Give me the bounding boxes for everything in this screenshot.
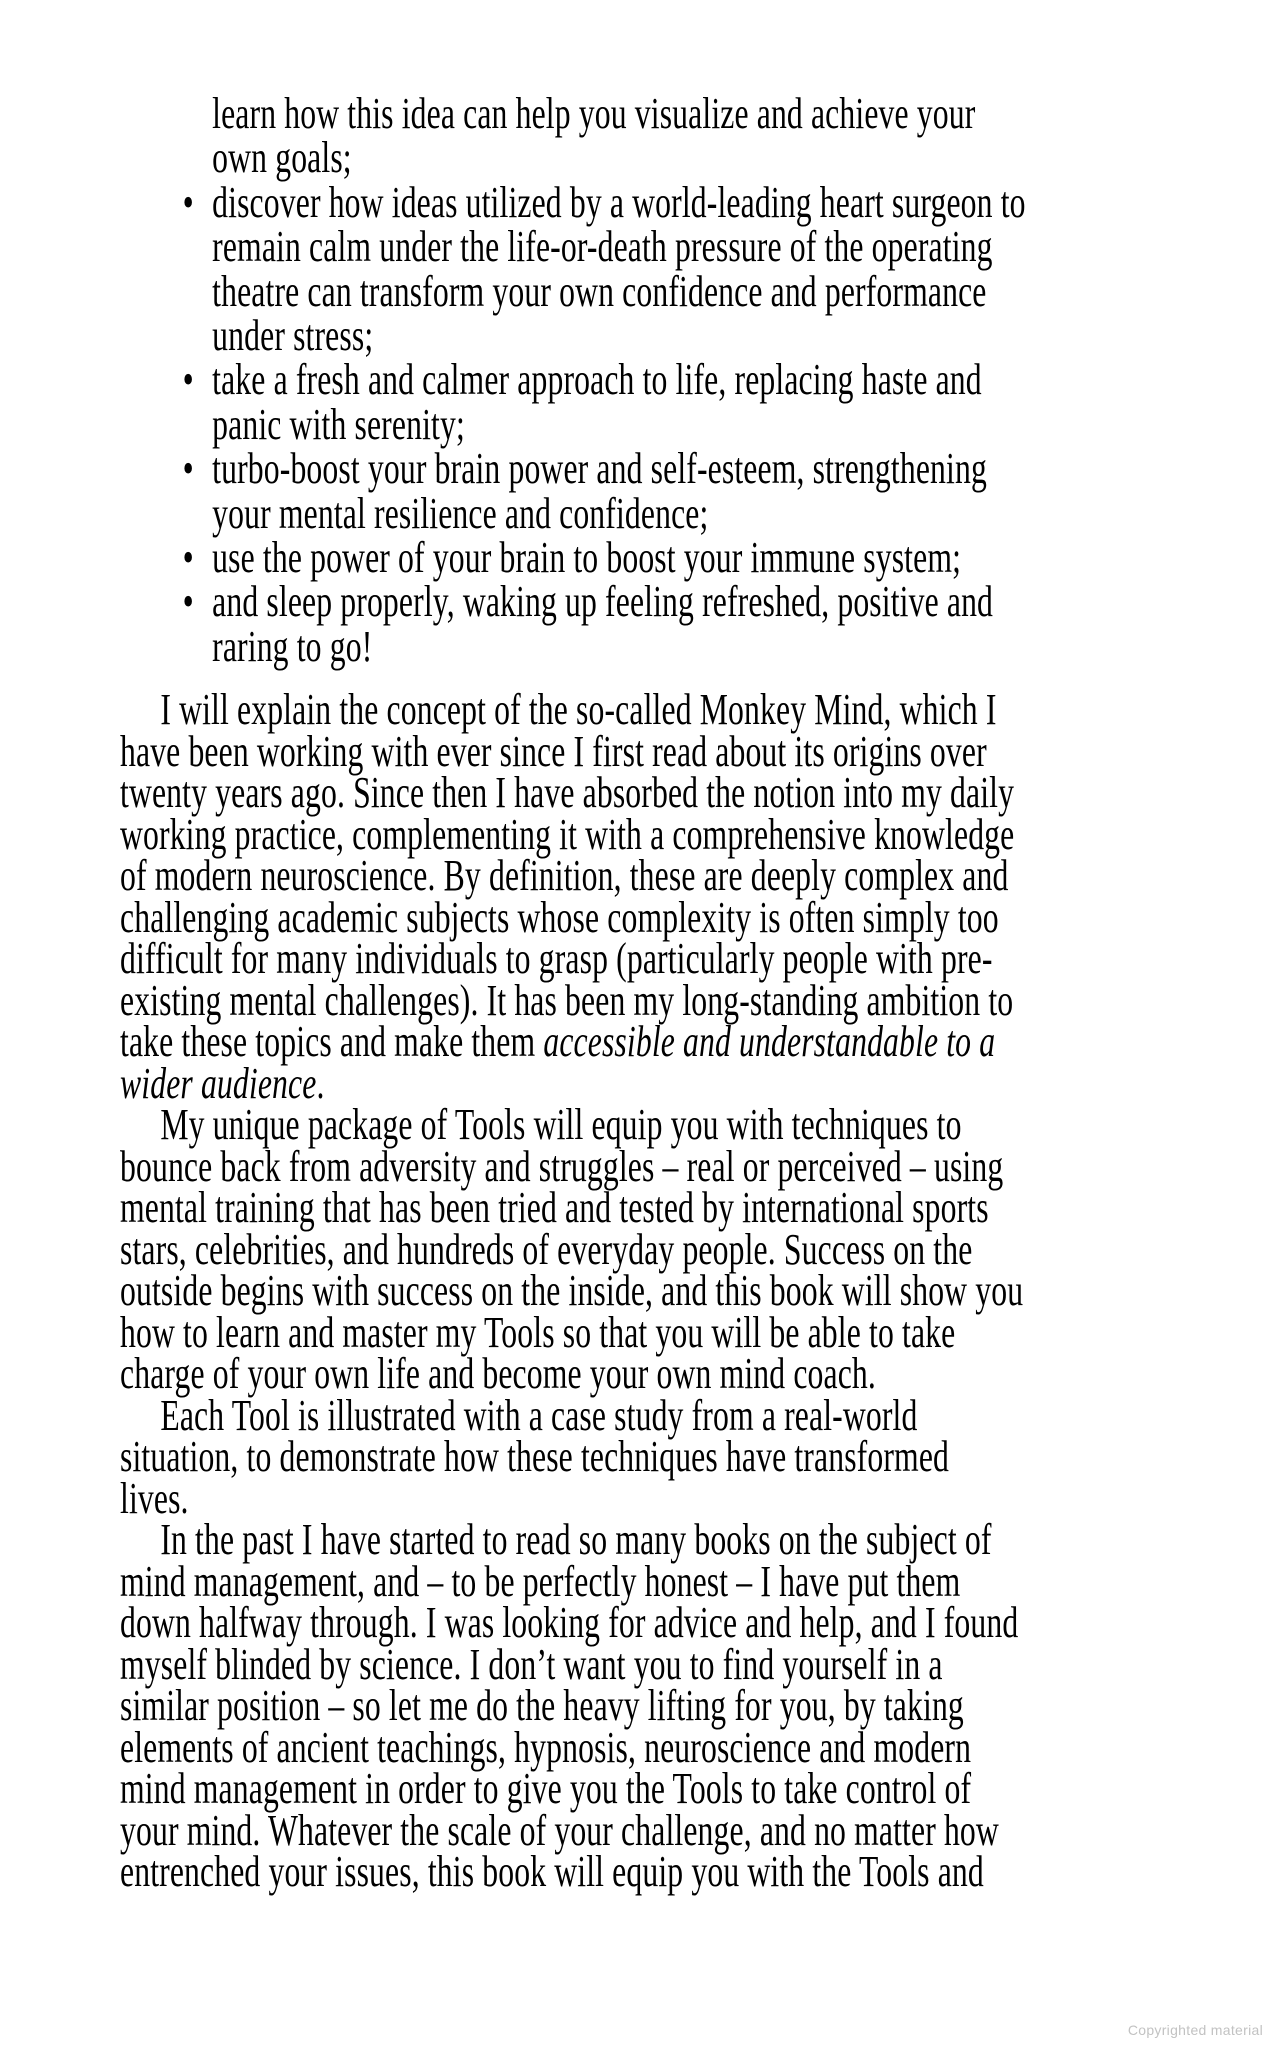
paragraph — [120, 1100, 1164, 1399]
text-segment: use the power of your brain to boost your immune system; — [212, 532, 962, 582]
text-line — [120, 685, 1164, 735]
text-segment: theatre can transform your own confidence and performance — [212, 266, 987, 316]
list-item — [120, 532, 1164, 582]
text-line — [120, 768, 1164, 818]
page-text-block — [120, 89, 1164, 1897]
text-line — [120, 1058, 1164, 1108]
list-item — [120, 177, 1164, 360]
bullet-icon: • — [182, 177, 194, 227]
bullet-icon: • — [182, 355, 194, 405]
text-line — [120, 1141, 1164, 1191]
text-line — [212, 621, 1164, 671]
text-segment: My unique package of Tools will equip you with techniques to — [160, 1100, 962, 1150]
text-line — [120, 1515, 1164, 1565]
text-line — [120, 1390, 1164, 1440]
list-item — [120, 577, 1164, 671]
text-line — [212, 577, 1164, 627]
text-segment: challenging academic subjects whose complexity is often simply too — [120, 892, 999, 942]
text-line — [120, 934, 1164, 984]
list-item — [120, 355, 1164, 449]
text-segment: of modern neuroscience. By definition, these are deeply complex and — [120, 851, 1009, 901]
text-segment: your mental resilience and confidence; — [212, 488, 709, 538]
text-segment: mind management, and – to be perfectly honest – I have put them — [120, 1556, 961, 1606]
text-line — [212, 488, 1164, 538]
text-segment: your mind. Whatever the scale of your challenge, and no matter how — [120, 1805, 999, 1855]
list-item-continuation — [120, 89, 1164, 183]
text-segment: stars, celebrities, and hundreds of everyday people. Success on the — [120, 1224, 973, 1274]
paragraph — [120, 1390, 1164, 1523]
text-line — [120, 1722, 1164, 1772]
text-line — [120, 1598, 1164, 1648]
text-segment: similar position – so let me do the heavy lifting for you, by taking — [120, 1681, 964, 1731]
list-item — [120, 444, 1164, 538]
text-line — [212, 222, 1164, 272]
text-segment: have been working with ever since I first read about its origins over — [120, 726, 987, 776]
text-line — [212, 133, 1164, 183]
text-segment: difficult for many individuals to grasp (particularly people with pre- — [120, 934, 993, 984]
text-line — [120, 1432, 1164, 1482]
text-line — [120, 1847, 1164, 1897]
text-segment: how to learn and master my Tools so that you will be able to take — [120, 1307, 956, 1357]
text-line — [120, 1805, 1164, 1855]
text-segment: remain calm under the life-or-death pressure of the operating — [212, 222, 993, 272]
text-line — [120, 1764, 1164, 1814]
text-segment: raring to go! — [212, 621, 373, 671]
text-segment: outside begins with success on the inside, and this book will show you — [120, 1266, 1024, 1316]
text-segment: entrenched your issues, this book will equip you with the Tools and — [120, 1847, 984, 1897]
text-line — [120, 726, 1164, 776]
bullet-icon: • — [182, 444, 194, 494]
text-segment: turbo-boost your brain power and self-esteem, strengthening — [212, 444, 987, 494]
text-line — [212, 444, 1164, 494]
copyright-watermark: Copyrighted material — [1127, 2022, 1263, 2038]
text-segment: mental training that has been tried and tested by international sports — [120, 1183, 989, 1233]
text-line — [120, 1224, 1164, 1274]
text-segment: I will explain the concept of the so-called Monkey Mind, which I — [160, 685, 997, 735]
text-line — [120, 1681, 1164, 1731]
text-segment: working practice, complementing it with a comprehensive knowledge — [120, 809, 1015, 859]
text-line — [212, 177, 1164, 227]
text-line — [120, 1639, 1164, 1689]
text-line — [212, 89, 1164, 138]
text-line — [120, 1556, 1164, 1606]
bullet-list — [120, 89, 1164, 671]
text-segment: and sleep properly, waking up feeling refreshed, positive and — [212, 577, 994, 627]
text-line — [120, 851, 1164, 901]
text-line — [120, 1307, 1164, 1357]
text-segment: lives. — [120, 1473, 189, 1523]
text-line — [212, 310, 1164, 360]
paragraph — [120, 1515, 1164, 1897]
text-line — [212, 355, 1164, 405]
text-line — [212, 399, 1164, 449]
text-segment: mind management in order to give you the Tools to take control of — [120, 1764, 972, 1814]
paragraphs — [120, 685, 1164, 1897]
text-segment: myself blinded by science. I don’t want you to find yourself in a — [120, 1639, 943, 1689]
text-segment: existing mental challenges). It has been my long-standing ambition to — [120, 975, 1014, 1025]
text-segment: take a fresh and calmer approach to life, replacing haste and — [212, 355, 982, 405]
text-segment: down halfway through. I was looking for advice and help, and I found — [120, 1598, 1019, 1648]
bullet-icon: • — [182, 577, 194, 627]
text-line — [120, 1017, 1164, 1067]
text-segment: charge of your own life and become your own mind coach. — [120, 1349, 876, 1399]
text-segment: under stress; — [212, 310, 374, 360]
text-line — [120, 1183, 1164, 1233]
text-segment: . — [316, 1058, 325, 1108]
text-segment: situation, to demonstrate how these techniques have transformed — [120, 1432, 950, 1482]
text-line — [120, 1473, 1164, 1523]
text-line — [120, 1266, 1164, 1316]
text-segment: own goals; — [212, 133, 352, 183]
italic-text: accessible and understandable to a — [543, 1017, 996, 1067]
text-segment: take these topics and make them — [120, 1017, 544, 1067]
text-segment: In the past I have started to read so many books on the subject of — [160, 1515, 992, 1565]
text-segment: elements of ancient teachings, hypnosis, neuroscience and modern — [120, 1722, 972, 1772]
text-line — [120, 1100, 1164, 1150]
bullet-icon: • — [182, 532, 194, 582]
text-segment: twenty years ago. Since then I have absorbed the notion into my daily — [120, 768, 1015, 818]
text-segment: learn how this idea can help you visualize and achieve your — [212, 89, 976, 138]
text-segment: discover how ideas utilized by a world-leading heart surgeon to — [212, 177, 1026, 227]
text-segment: panic with serenity; — [212, 399, 465, 449]
paragraph — [120, 685, 1164, 1108]
italic-text: wider audience — [120, 1058, 317, 1108]
text-line — [120, 975, 1164, 1025]
text-segment: bounce back from adversity and struggles – real or perceived – using — [120, 1141, 1004, 1191]
text-line — [212, 266, 1164, 316]
text-line — [120, 892, 1164, 942]
text-line — [120, 1349, 1164, 1399]
text-segment: Each Tool is illustrated with a case study from a real-world — [160, 1390, 918, 1440]
text-line — [212, 532, 1164, 582]
text-line — [120, 809, 1164, 859]
